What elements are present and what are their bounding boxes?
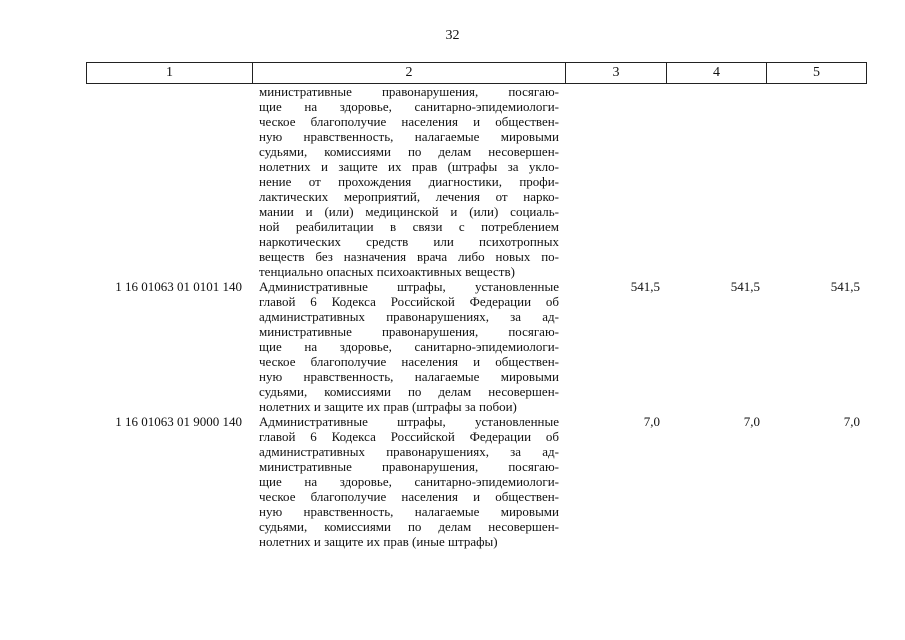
- description-line: ную нравственность, налагаемые мировыми: [259, 504, 559, 519]
- table-row-continuation: [87, 84, 867, 280]
- description-line: судьями, комиссиями по делам несовершен-: [259, 384, 559, 399]
- description-line: главой 6 Кодекса Российской Федерации об: [259, 294, 559, 309]
- description-line: щие на здоровье, санитарно-эпидемиологи-: [259, 99, 559, 114]
- description-line: щие на здоровье, санитарно-эпидемиологи-: [259, 474, 559, 489]
- row-description: [253, 84, 566, 280]
- description-line: судьями, комиссиями по делам несовершен-: [259, 144, 559, 159]
- description-line: нолетних и защите их прав (иные штрафы): [259, 534, 498, 549]
- description-line: министративные правонарушения, посягаю-: [259, 84, 559, 99]
- description-line: административных правонарушениях, за ад-: [259, 309, 559, 324]
- column-header-4: 4: [667, 63, 767, 84]
- row-description: [253, 279, 566, 414]
- value-col3: 541,5: [630, 279, 660, 294]
- value-col4: 541,5: [730, 279, 760, 294]
- description-line: Административные штрафы, установленные: [259, 279, 559, 294]
- description-line: административных правонарушениях, за ад-: [259, 444, 559, 459]
- row-code-cell: 1 16 01063 01 9000 140: [115, 414, 242, 429]
- description-line: нолетних и защите их прав (штрафы за укло-: [259, 159, 559, 174]
- description-line: министративные правонарушения, посягаю-: [259, 459, 559, 474]
- value-col5: 541,5: [830, 279, 860, 294]
- description-line: ческое благополучие населения и обществен-: [259, 354, 559, 369]
- description-line: ную нравственность, налагаемые мировыми: [259, 369, 559, 384]
- budget-table: [86, 62, 867, 549]
- table-row: [87, 414, 867, 549]
- page-number: 32: [445, 28, 460, 43]
- value-col3: 7,0: [643, 414, 660, 429]
- row-code-cell: 1 16 01063 01 0101 140: [115, 279, 242, 294]
- description-line: главой 6 Кодекса Российской Федерации об: [259, 429, 559, 444]
- row-description: [253, 414, 566, 549]
- column-header-2: 2: [253, 63, 566, 84]
- description-line: мании и (или) медицинской и (или) социаль-: [259, 204, 559, 219]
- description-line: министративные правонарушения, посягаю-: [259, 324, 559, 339]
- description-line: ческое благополучие населения и обществен-: [259, 489, 559, 504]
- description-line: нолетних и защите их прав (штрафы за побои): [259, 399, 517, 414]
- column-header-5: 5: [767, 63, 867, 84]
- row-code-cell: [87, 84, 253, 280]
- column-header-3: 3: [566, 63, 667, 84]
- description-line: ной реабилитации в связи с потреблением: [259, 219, 559, 234]
- value-col4: 7,0: [743, 414, 760, 429]
- description-line: судьями, комиссиями по делам несовершен-: [259, 519, 559, 534]
- value-col5: 7,0: [843, 414, 860, 429]
- description-line: нение от прохождения диагностики, профи-: [259, 174, 559, 189]
- description-line: Административные штрафы, установленные: [259, 414, 559, 429]
- table-row: [87, 279, 867, 414]
- description-line: наркотических средств или психотропных: [259, 234, 559, 249]
- description-line: ную нравственность, налагаемые мировыми: [259, 129, 559, 144]
- description-line: веществ без назначения врача либо новых по-: [259, 249, 559, 264]
- column-header-1: 1: [87, 63, 253, 84]
- description-line: тенциально опасных психоактивных веществ): [259, 264, 515, 279]
- description-line: щие на здоровье, санитарно-эпидемиологи-: [259, 339, 559, 354]
- description-line: лактических мероприятий, лечения от нарко-: [259, 189, 559, 204]
- description-line: ческое благополучие населения и обществен-: [259, 114, 559, 129]
- table-header-row: [87, 63, 867, 84]
